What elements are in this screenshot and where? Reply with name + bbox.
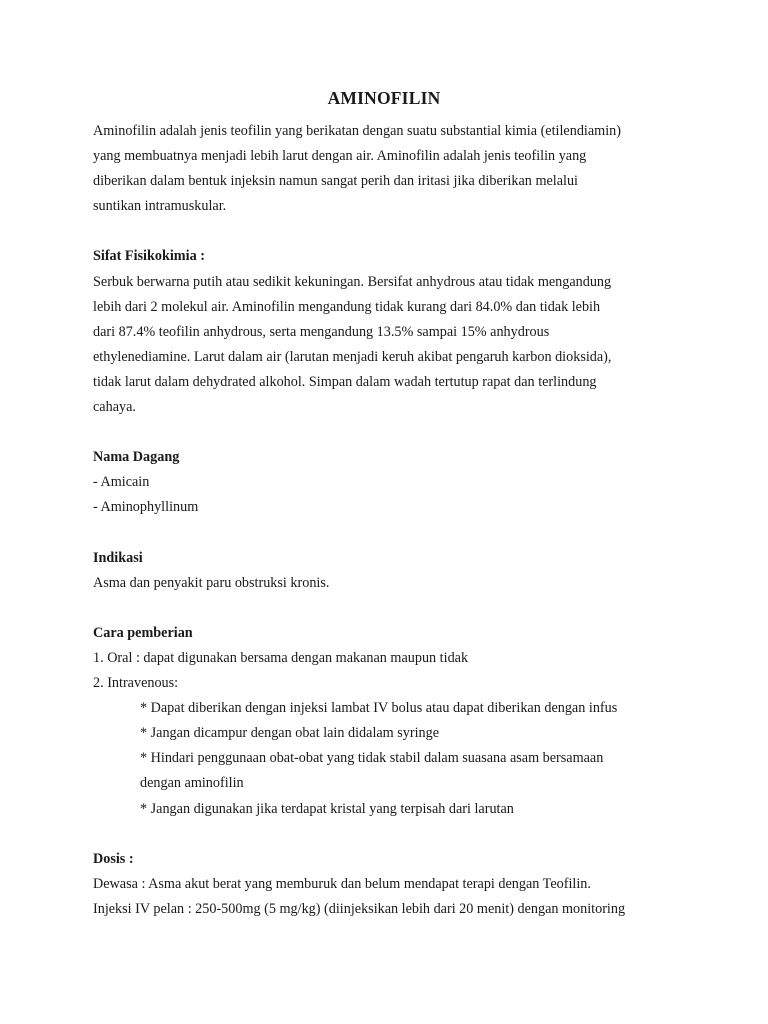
section-heading-cara-pemberian: Cara pemberian	[93, 624, 193, 641]
intro-line: yang membuatnya menjadi lebih larut dengan air. Aminofilin adalah jenis teofilin yang	[93, 148, 587, 165]
intro-line: Aminofilin adalah jenis teofilin yang berikatan dengan suatu substantial kimia (etilendiamin)	[93, 123, 621, 139]
document-title: AMINOFILIN	[327, 88, 441, 108]
indikasi-text: Asma dan penyakit paru obstruksi kronis.	[93, 574, 330, 591]
section-heading-nama-dagang: Nama Dagang	[93, 449, 180, 466]
cara-oral: 1. Oral : dapat digunakan bersama dengan makanan maupun tidak	[93, 649, 469, 666]
sifat-line: lebih dari 2 molekul air. Aminofilin mengandung tidak kurang dari 84.0% dan tidak lebih	[93, 298, 601, 315]
section-heading-sifat: Sifat Fisikokimia :	[93, 248, 205, 265]
dosis-line: Injeksi IV pelan : 250-500mg (5 mg/kg) (diinjeksikan lebih dari 20 menit) dengan monitoring	[93, 900, 626, 917]
cara-sub-item: * Dapat diberikan dengan injeksi lambat IV bolus atau dapat diberikan dengan infus	[140, 700, 618, 717]
sifat-line: dari 87.4% teofilin anhydrous, serta mengandung 13.5% sampai 15% anhydrous	[93, 323, 550, 340]
sifat-line: cahaya.	[93, 399, 136, 416]
sifat-line: ethylenediamine. Larut dalam air (larutan menjadi keruh akibat pengaruh karbon dioksida),	[93, 348, 612, 365]
cara-intravenous: 2. Intravenous:	[93, 675, 179, 692]
cara-sub-item: * Hindari penggunaan obat-obat yang tidak stabil dalam suasana asam bersamaan	[140, 750, 604, 767]
cara-sub-item: * Jangan digunakan jika terdapat kristal yang terpisah dari larutan	[140, 800, 514, 817]
section-heading-dosis: Dosis :	[93, 850, 134, 867]
document-body	[93, 119, 693, 922]
trade-name-item: - Aminophyllinum	[93, 499, 199, 516]
sifat-line: Serbuk berwarna putih atau sedikit kekuningan. Bersifat anhydrous atau tidak mengandung	[93, 273, 612, 290]
trade-name-item: - Amicain	[93, 474, 150, 491]
dosis-line: Dewasa : Asma akut berat yang memburuk dan belum mendapat terapi dengan Teofilin.	[93, 875, 591, 892]
intro-line: diberikan dalam bentuk injeksin namun sangat perih dan iritasi jika diberikan melalui	[93, 173, 579, 190]
section-heading-indikasi: Indikasi	[93, 549, 143, 566]
cara-sub-item: dengan aminofilin	[140, 775, 244, 792]
sifat-line: tidak larut dalam dehydrated alkohol. Simpan dalam wadah tertutup rapat dan terlindung	[93, 373, 597, 390]
cara-sub-item: * Jangan dicampur dengan obat lain didalam syringe	[140, 725, 440, 742]
intro-line: suntikan intramuskular.	[93, 198, 227, 215]
